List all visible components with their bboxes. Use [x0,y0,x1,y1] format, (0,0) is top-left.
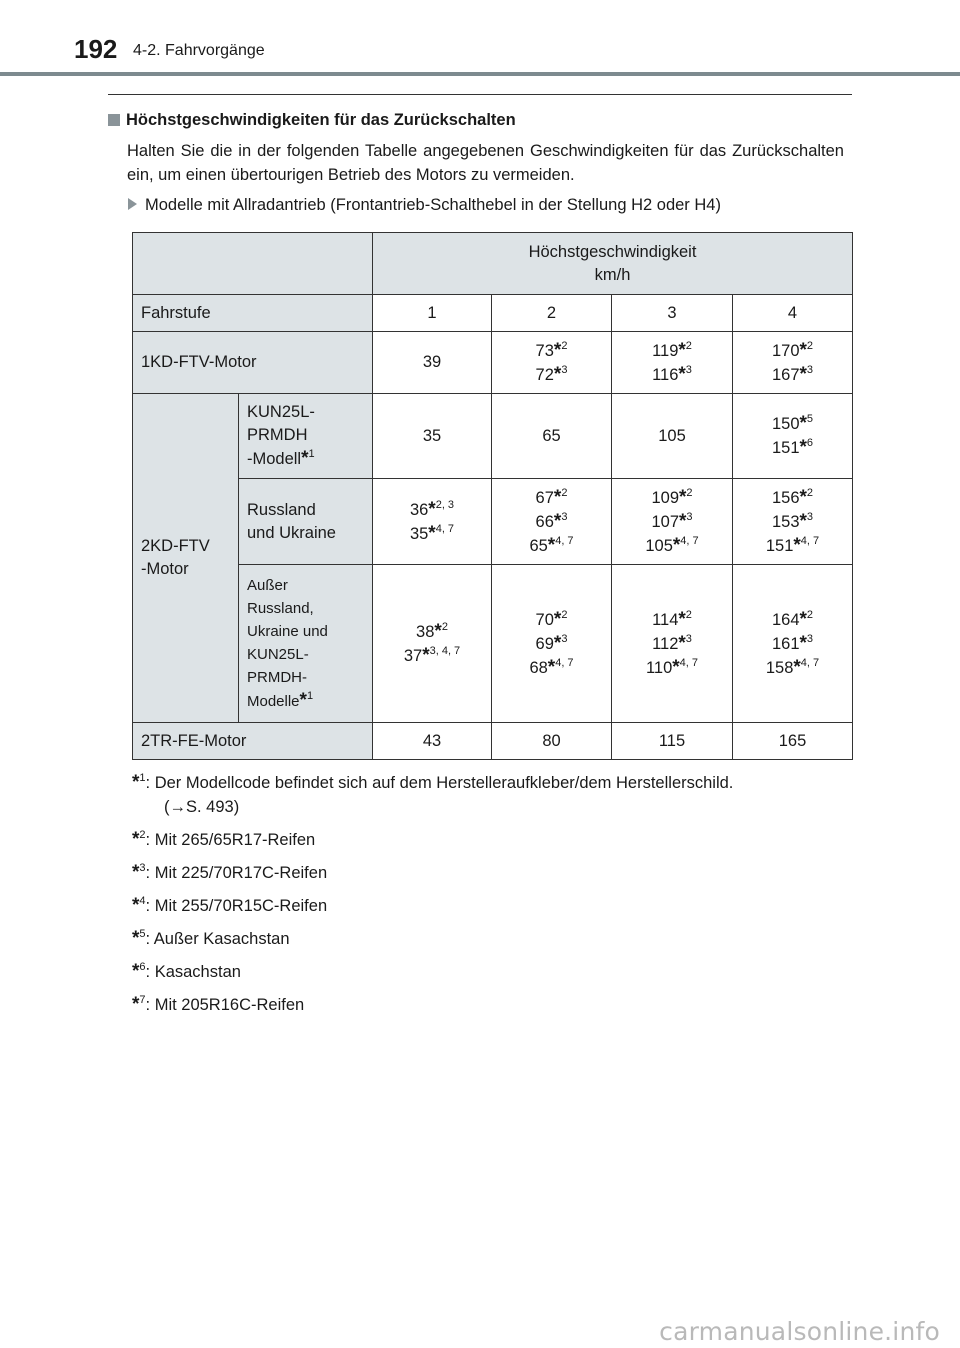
table-row [133,479,853,565]
speed-value-line: 107*$^3$ [651,510,693,532]
speed-value-line: 73*$^2$ [535,339,568,361]
speed-value-line: 156*$^2$ [771,486,814,508]
speed-value-line: 66*$^3$ [535,510,568,532]
speed-cell [733,479,853,565]
speed-value-line: 109*$^2$ [651,486,693,508]
speed-header: Höchstgeschwindigkeit km/h [373,233,853,295]
speed-value-line: 38*$^2$ [416,620,448,642]
chapter-title: 4-2. Fahrvorgänge [133,42,265,59]
table-row [133,565,853,723]
speed-value-line: 35*$^{4, 7}$ [409,522,455,544]
gear-4: 4 [733,295,853,332]
speed-value-line: 70*$^2$ [535,608,568,630]
footnote: *$^5$: Außer Kasachstan [132,928,290,949]
speed-cell [492,565,612,723]
footnote: *$^7$: Mit 205R16C-Reifen [132,994,305,1015]
speed-cell [373,479,492,565]
table-corner [133,233,373,295]
speed-value-line: 116*$^3$ [652,363,692,385]
header-rule [0,72,960,76]
speed-value-line: 69*$^3$ [535,632,568,654]
speed-value-line: 167*$^3$ [771,363,814,385]
gear-3: 3 [612,295,733,332]
speed-value-line: 65*$^{4, 7}$ [529,534,574,556]
speed-cell: 165 [733,723,853,760]
watermark[interactable]: carmanualsonline.info [659,1317,940,1346]
speed-value-line: 72*$^3$ [535,363,568,385]
table-row [133,394,853,479]
speed-value-line: 158*$^{4, 7}$ [765,656,820,678]
speed-cell: 39 [373,332,492,394]
speed-value-line: 114*$^2$ [652,608,692,630]
footnote: *$^2$: Mit 265/65R17-Reifen [132,829,316,850]
speed-cell [733,565,853,723]
speed-cell [492,332,612,394]
row-label: 2TR-FE-Motor [133,723,373,760]
speed-value-line: 105*$^{4, 7}$ [645,534,699,556]
triangle-bullet-icon [128,198,137,210]
gear-label: Fahrstufe [133,295,373,332]
gear-1: 1 [373,295,492,332]
page-number: 192 [74,34,118,64]
speed-cell: 43 [373,723,492,760]
speed-cell: 65 [492,394,612,479]
section-rule [108,94,852,95]
row-label: 1KD-FTV-Motor [133,332,373,394]
square-bullet-icon [108,114,120,126]
speed-value-line: 37*$^{3, 4, 7}$ [403,644,461,666]
row-label: Russland und Ukraine [239,479,373,565]
speed-value-line: 119*$^2$ [652,339,692,361]
speed-cell [612,332,733,394]
speed-value-line: 170*$^2$ [771,339,814,361]
speed-cell [612,479,733,565]
speed-cell [373,565,492,723]
engine-group-label: 2KD-FTV-Motor [133,394,239,723]
speed-value-line: 153*$^3$ [771,510,814,532]
footnote: *$^3$: Mit 225/70R17C-Reifen [132,862,328,883]
speed-value-line: 110*$^{4, 7}$ [645,656,699,678]
footnote: *$^1$: Der Modellcode befindet sich auf dem Herstelleraufkleber/dem Herstellerschild. (→S. 493) [132,772,734,816]
table-row [133,332,853,394]
speed-value-line: 112*$^3$ [652,632,692,654]
speed-value-line: 150*$^5$ [771,413,814,434]
speed-value-line: 151*$^{4, 7}$ [765,534,820,556]
row-label: KUN25L- PRMDH -Modell*$^1$ [239,394,373,479]
table-row [133,723,853,760]
footnote: *$^4$: Mit 255/70R15C-Reifen [132,895,328,916]
speed-cell [733,332,853,394]
speed-value-line: 67*$^2$ [535,486,568,508]
speed-cell: 35 [373,394,492,479]
speed-cell [733,394,853,479]
gear-2: 2 [492,295,612,332]
speed-value-line: 36*$^{2, 3}$ [409,498,455,520]
section-title: Höchstgeschwindigkeiten für das Zurückschalten [108,111,516,130]
speed-cell: 115 [612,723,733,760]
speed-cell: 80 [492,723,612,760]
speed-value-line: 161*$^3$ [771,632,814,654]
speed-cell [492,479,612,565]
speed-value-line: 68*$^{4, 7}$ [529,656,574,678]
downshift-speed-table [132,232,853,760]
footnote: *$^6$: Kasachstan [132,961,241,982]
speed-value-line: 164*$^2$ [771,608,814,630]
model-bullet: Modelle mit Allradantrieb (Frontantrieb-Schalthebel in der Stellung H2 oder H4) [128,196,721,215]
speed-cell: 105 [612,394,733,479]
speed-cell [612,565,733,723]
footnotes [132,771,852,1026]
intro-paragraph: Halten Sie die in der folgenden Tabelle angegebenen Geschwindigkeiten für das Zurückschalten ein, um einen übertourigen Betrieb des Motors zu vermeiden. [127,142,844,184]
row-label: Außer Russland, Ukraine und KUN25L- PRMDH- Modelle*$^1$ [239,565,373,723]
speed-value-line: 151*$^6$ [771,437,814,458]
